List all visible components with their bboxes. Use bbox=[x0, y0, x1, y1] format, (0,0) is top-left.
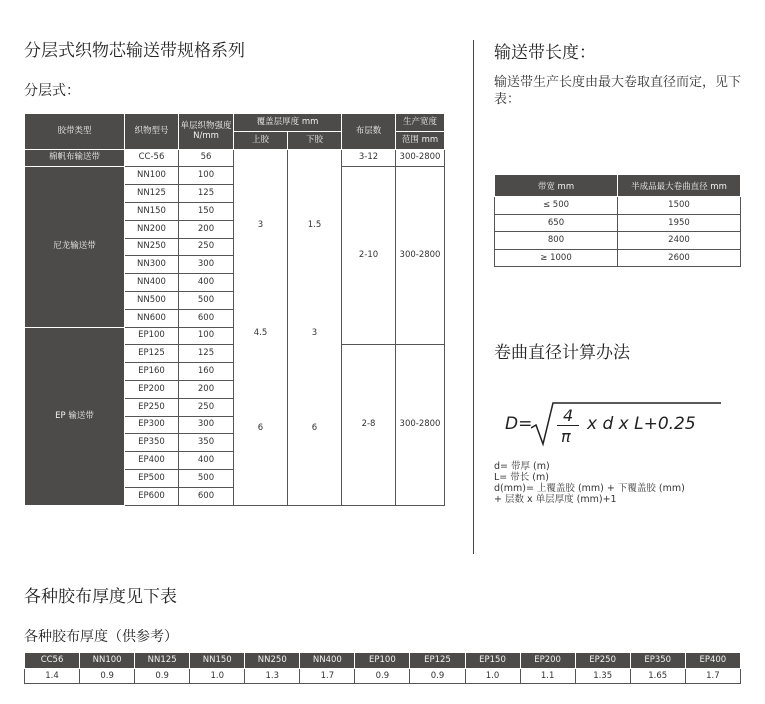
formula-lhs: D= bbox=[505, 414, 533, 434]
cover-bottom-a: 1.5 bbox=[307, 219, 322, 230]
strength-cell: 125 bbox=[179, 345, 234, 363]
thickness-subtitle: 各种胶布厚度（供参考） bbox=[24, 629, 178, 645]
model-cell: EP400 bbox=[125, 452, 179, 470]
strength-cell: 250 bbox=[179, 238, 234, 256]
column-divider bbox=[473, 40, 474, 554]
length-cell: ≤ 500 bbox=[495, 197, 618, 215]
model-cell: EP500 bbox=[125, 469, 179, 487]
table-row bbox=[495, 197, 741, 215]
legend-line: L= 带长 (m) bbox=[494, 472, 549, 483]
thickness-value: 0.9 bbox=[80, 668, 135, 684]
thickness-value: 1.7 bbox=[300, 668, 355, 684]
model-cell: EP100 bbox=[125, 327, 179, 345]
plies-cell-nylon: 2-10 bbox=[342, 167, 396, 345]
length-cell: 1500 bbox=[618, 197, 741, 215]
formula bbox=[505, 398, 720, 454]
thickness-header: EP100 bbox=[355, 653, 410, 669]
thickness-value: 1.0 bbox=[190, 668, 245, 684]
model-cell: NN100 bbox=[125, 167, 179, 185]
strength-cell: 300 bbox=[179, 256, 234, 274]
cover-top-c: 6 bbox=[257, 422, 264, 433]
thickness-table bbox=[24, 652, 741, 684]
length-cell: ≥ 1000 bbox=[495, 249, 618, 267]
header-type: 胶带类型 bbox=[25, 114, 125, 150]
length-table bbox=[494, 174, 741, 267]
type-cell-nylon: 尼龙输送带 bbox=[25, 167, 125, 327]
length-cell: 2400 bbox=[618, 232, 741, 250]
formula-legend bbox=[494, 461, 685, 505]
strength-cell: 125 bbox=[179, 185, 234, 203]
thickness-value: 1.65 bbox=[630, 668, 685, 684]
table-row bbox=[25, 149, 445, 167]
thickness-header-row bbox=[25, 653, 741, 669]
model-cell: NN200 bbox=[125, 220, 179, 238]
header-model: 织物型号 bbox=[125, 114, 179, 150]
length-cell: 650 bbox=[495, 214, 618, 232]
legend-line: d(mm)= 上覆盖胶 (mm) + 下覆盖胶 (mm) bbox=[494, 483, 685, 494]
strength-cell: 500 bbox=[179, 469, 234, 487]
thickness-header: NN100 bbox=[80, 653, 135, 669]
strength-cell: 600 bbox=[179, 309, 234, 327]
strength-cell: 100 bbox=[179, 167, 234, 185]
model-cell: NN300 bbox=[125, 256, 179, 274]
formula-numerator: 4 bbox=[563, 406, 574, 425]
strength-cell: 600 bbox=[179, 487, 234, 505]
thickness-header: EP250 bbox=[575, 653, 630, 669]
length-header-diameter: 半成品最大卷曲直径 mm bbox=[618, 175, 741, 197]
strength-cell: 350 bbox=[179, 434, 234, 452]
model-cell: EP200 bbox=[125, 380, 179, 398]
formula-denominator: π bbox=[561, 427, 571, 446]
thickness-value: 1.35 bbox=[575, 668, 630, 684]
plies-cell-cotton: 3-12 bbox=[342, 149, 396, 167]
thickness-header: EP125 bbox=[410, 653, 465, 669]
thickness-header: NN125 bbox=[135, 653, 190, 669]
width-cell-cotton: 300-2800 bbox=[396, 149, 445, 167]
strength-cell: 200 bbox=[179, 380, 234, 398]
model-cell: NN125 bbox=[125, 185, 179, 203]
length-cell: 800 bbox=[495, 232, 618, 250]
strength-cell: 100 bbox=[179, 327, 234, 345]
header-strength: 单层织物强度 N/mm bbox=[179, 114, 234, 150]
legend-line: d= 带厚 (m) bbox=[494, 461, 550, 472]
cover-bottom-b: 3 bbox=[311, 327, 318, 338]
thickness-value: 0.9 bbox=[135, 668, 190, 684]
thickness-header: NN250 bbox=[245, 653, 300, 669]
cover-bottom-col bbox=[288, 149, 342, 505]
thickness-value: 1.3 bbox=[245, 668, 300, 684]
thickness-value: 0.9 bbox=[410, 668, 465, 684]
thickness-title: 各种胶布厚度见下表 bbox=[24, 587, 177, 607]
header-bottom: 下胶 bbox=[288, 131, 342, 149]
strength-cell: 150 bbox=[179, 202, 234, 220]
strength-cell: 160 bbox=[179, 363, 234, 381]
strength-cell: 56 bbox=[179, 149, 234, 167]
section-subtitle: 分层式： bbox=[24, 83, 80, 99]
table-row bbox=[495, 232, 741, 250]
table-row bbox=[495, 214, 741, 232]
model-cell: NN600 bbox=[125, 309, 179, 327]
plies-cell-ep: 2-8 bbox=[342, 345, 396, 505]
cover-top-col bbox=[234, 149, 288, 505]
header-top: 上胶 bbox=[234, 131, 288, 149]
header-cover: 覆盖层厚度 mm bbox=[234, 114, 342, 132]
header-width: 生产宽度 bbox=[396, 114, 445, 132]
cover-bottom-c: 6 bbox=[311, 422, 318, 433]
model-cell: NN150 bbox=[125, 202, 179, 220]
strength-cell: 200 bbox=[179, 220, 234, 238]
length-cell: 1950 bbox=[618, 214, 741, 232]
width-cell-nylon: 300-2800 bbox=[396, 167, 445, 345]
fraction-bar bbox=[557, 425, 579, 426]
legend-line: + 层数 x 单层厚度 (mm)+1 bbox=[494, 494, 617, 505]
strength-cell: 250 bbox=[179, 398, 234, 416]
model-cell: NN250 bbox=[125, 238, 179, 256]
spec-table bbox=[24, 113, 445, 506]
cover-top-b: 4.5 bbox=[253, 327, 268, 338]
thickness-header: EP350 bbox=[630, 653, 685, 669]
thickness-header: CC56 bbox=[25, 653, 80, 669]
model-cell: EP350 bbox=[125, 434, 179, 452]
length-cell: 2600 bbox=[618, 249, 741, 267]
model-cell: NN400 bbox=[125, 274, 179, 292]
thickness-value: 0.9 bbox=[355, 668, 410, 684]
strength-cell: 400 bbox=[179, 452, 234, 470]
thickness-header: EP400 bbox=[685, 653, 740, 669]
length-header-width: 带宽 mm bbox=[495, 175, 618, 197]
formula-rest: x d x L+0.25 bbox=[587, 414, 696, 434]
type-cell-cotton: 棉帆布输送带 bbox=[25, 149, 125, 167]
strength-cell: 400 bbox=[179, 274, 234, 292]
header-width-range: 范围 mm bbox=[396, 131, 445, 149]
thickness-value: 1.0 bbox=[465, 668, 520, 684]
header-plies: 布层数 bbox=[342, 114, 396, 150]
model-cell: EP160 bbox=[125, 363, 179, 381]
type-cell-ep: EP 输送带 bbox=[25, 327, 125, 505]
thickness-header: EP200 bbox=[520, 653, 575, 669]
formula-title: 卷曲直径计算办法 bbox=[494, 343, 630, 363]
page-title: 分层式织物芯输送带规格系列 bbox=[24, 41, 245, 61]
strength-cell: 500 bbox=[179, 291, 234, 309]
length-description: 输送带生产长度由最大卷取直径而定，见下表： bbox=[494, 75, 742, 107]
thickness-value: 1.4 bbox=[25, 668, 80, 684]
table-row bbox=[495, 249, 741, 267]
model-cell: EP600 bbox=[125, 487, 179, 505]
width-cell-ep: 300-2800 bbox=[396, 345, 445, 505]
thickness-header: NN400 bbox=[300, 653, 355, 669]
model-cell: EP300 bbox=[125, 416, 179, 434]
model-cell: EP250 bbox=[125, 398, 179, 416]
thickness-value: 1.1 bbox=[520, 668, 575, 684]
length-title: 输送带长度： bbox=[494, 43, 596, 63]
model-cell: CC-56 bbox=[125, 149, 179, 167]
thickness-header: EP150 bbox=[465, 653, 520, 669]
thickness-header: NN150 bbox=[190, 653, 245, 669]
table-header-row bbox=[25, 114, 445, 132]
table-row bbox=[25, 668, 741, 684]
cover-top-a: 3 bbox=[257, 219, 264, 230]
model-cell: NN500 bbox=[125, 291, 179, 309]
thickness-value: 1.7 bbox=[685, 668, 740, 684]
model-cell: EP125 bbox=[125, 345, 179, 363]
length-header-row bbox=[495, 175, 741, 197]
strength-cell: 300 bbox=[179, 416, 234, 434]
